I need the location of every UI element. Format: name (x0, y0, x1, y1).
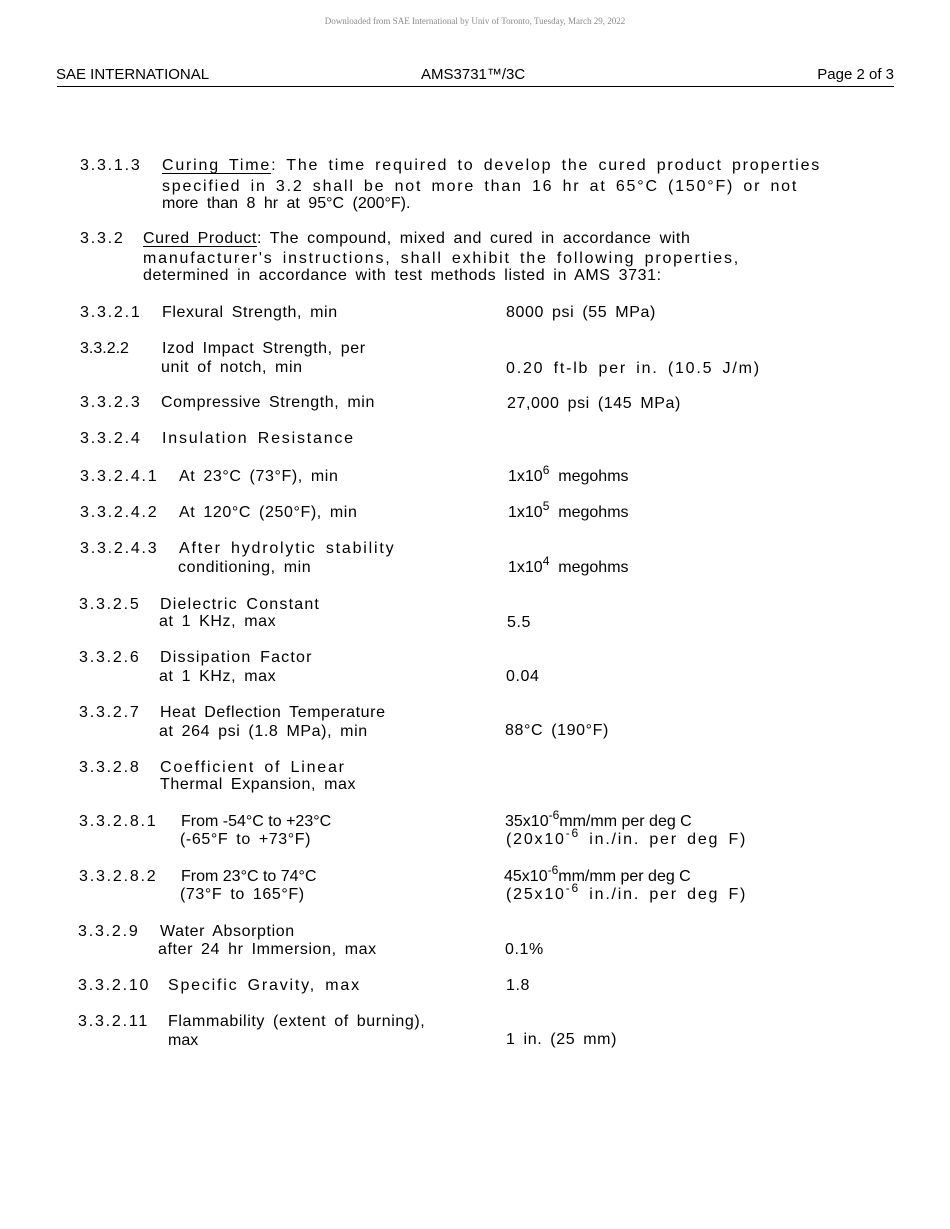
property-value: 27,000 psi (145 MPa) (507, 395, 681, 412)
property-label: (73°F to 165°F) (180, 886, 305, 903)
value-exponent: -6 (547, 863, 559, 877)
value-unit: megohms (558, 504, 629, 521)
section-number: 3.3.2 (80, 230, 125, 247)
value-exponent: -6 (548, 808, 560, 822)
property-label: From 23°C to 74°C (181, 868, 317, 885)
property-value (506, 881, 748, 904)
property-label: Coefficient of Linear (160, 759, 346, 776)
value-exponent: -6 (565, 826, 581, 840)
section-title: Curing Time (162, 157, 272, 174)
property-number: 3.3.2.2 (80, 340, 129, 357)
property-number: 3.3.2.6 (79, 649, 141, 666)
property-label: After hydrolytic stability (179, 540, 396, 557)
section-line-3: more than 8 hr at 95°C (200°F). (162, 195, 411, 212)
value-base: (20x10 (506, 831, 566, 848)
property-value: 8000 psi (55 MPa) (506, 304, 656, 321)
value-exponent: -6 (565, 881, 581, 895)
property-label: Dissipation Factor (160, 649, 313, 666)
property-label: At 120°C (250°F), min (179, 504, 358, 521)
property-label: Flammability (extent of burning), (168, 1013, 426, 1030)
property-label: Izod Impact Strength, per (162, 340, 366, 357)
property-value: 88°C (190°F) (505, 722, 609, 739)
value-base: 1x10 (508, 504, 543, 521)
property-number: 3.3.2.10 (78, 977, 151, 994)
value-exponent: 6 (542, 463, 550, 477)
property-label: at 264 psi (1.8 MPa), min (159, 723, 368, 740)
value-unit: in./in. per deg F) (580, 886, 748, 903)
value-unit: in./in. per deg F) (580, 831, 748, 848)
property-number: 3.3.2.9 (78, 923, 140, 940)
value-base: 1x10 (508, 559, 543, 576)
property-label: max (168, 1032, 199, 1049)
property-label: at 1 KHz, max (159, 668, 277, 685)
value-unit: megohms (558, 468, 629, 485)
header-page-number: Page 2 of 3 (817, 66, 894, 83)
property-label: Water Absorption (160, 923, 295, 940)
value-base: 1x10 (508, 468, 543, 485)
property-value (504, 863, 691, 886)
section-line-2: specified in 3.2 shall be not more than 16 hr at 65°C (150°F) or not (162, 178, 799, 195)
property-value (508, 463, 629, 486)
section-text: : The time required to develop the cured product properties (271, 157, 822, 174)
property-number: 3.3.2.11 (78, 1013, 150, 1030)
section-line-2: manufacturer's instructions, shall exhibit the following properties, (143, 250, 741, 267)
property-label: Heat Deflection Temperature (160, 704, 386, 721)
property-number: 3.3.2.4.1 (80, 468, 159, 485)
property-number: 3.3.2.8 (79, 759, 141, 776)
value-unit: mm/mm per deg C (558, 868, 691, 885)
property-value (505, 808, 692, 831)
header-rule (57, 86, 894, 87)
value-base: 45x10 (504, 868, 548, 885)
header-doc-id: AMS3731™/3C (421, 66, 526, 83)
property-number: 3.3.2.4.2 (80, 504, 159, 521)
property-label: (-65°F to +73°F) (180, 831, 312, 848)
property-number: 3.3.2.1 (80, 304, 142, 321)
property-label: From -54°C to +23°C (181, 813, 332, 830)
watermark: Downloaded from SAE International by Univ of Toronto, Tuesday, March 29, 2022 (324, 16, 626, 26)
value-unit: mm/mm per deg C (559, 813, 692, 830)
value-unit: megohms (558, 559, 629, 576)
section-title: Cured Product (143, 230, 257, 247)
section-number: 3.3.1.3 (80, 157, 142, 174)
property-value (508, 554, 629, 577)
section-text: : The compound, mixed and cured in accordance with (256, 230, 691, 247)
property-label: Compressive Strength, min (161, 394, 375, 411)
property-number: 3.3.2.7 (79, 704, 141, 721)
property-label: Thermal Expansion, max (160, 776, 357, 793)
property-number: 3.3.2.3 (80, 394, 142, 411)
property-value: 1 in. (25 mm) (506, 1031, 618, 1048)
property-value: 0.04 (506, 668, 540, 685)
property-label: unit of notch, min (161, 359, 303, 376)
section-line-3: determined in accordance with test methods listed in AMS 3731: (143, 267, 662, 284)
property-value (508, 499, 629, 522)
property-number: 3.3.2.4 (80, 430, 142, 447)
property-label: At 23°C (73°F), min (179, 468, 339, 485)
section-line-1 (162, 157, 821, 175)
value-exponent: 5 (542, 499, 550, 513)
value-base: 35x10 (505, 813, 549, 830)
property-number: 3.3.2.8.2 (79, 868, 158, 885)
property-label: Insulation Resistance (162, 430, 355, 447)
property-label: conditioning, min (178, 559, 312, 576)
property-label: at 1 KHz, max (159, 613, 277, 630)
section-line-1 (143, 230, 690, 248)
property-number: 3.3.2.4.3 (80, 540, 159, 557)
property-label: Flexural Strength, min (162, 304, 338, 321)
property-value: 0.1% (505, 941, 544, 958)
property-value: 5.5 (507, 614, 532, 631)
property-value (506, 826, 748, 849)
property-label: Specific Gravity, max (168, 977, 361, 994)
property-label: after 24 hr Immersion, max (158, 941, 377, 958)
property-value: 0.20 ft-lb per in. (10.5 J/m) (506, 360, 761, 377)
property-number: 3.3.2.8.1 (79, 813, 158, 830)
value-base: (25x10 (506, 886, 566, 903)
property-label: Dielectric Constant (160, 596, 321, 613)
value-exponent: 4 (542, 554, 550, 568)
property-value: 1.8 (506, 977, 531, 994)
property-number: 3.3.2.5 (79, 596, 141, 613)
header-org: SAE INTERNATIONAL (56, 66, 210, 83)
